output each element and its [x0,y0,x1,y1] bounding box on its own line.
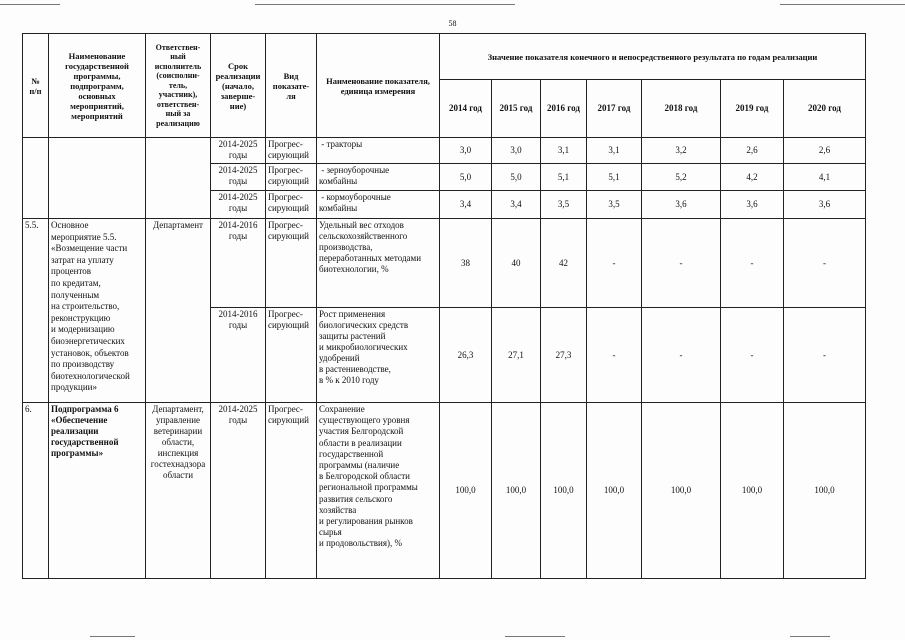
row-indicator: Сохранение существующего уровня участия Белгородской области в реализации государственной программы (наличие в Белгородской области региональной программы развития сельского хозяйства и регулирования рынков сырья и продовольствия), % [317,403,440,579]
value-cell: 100,0 [492,403,541,579]
value-cell: - [642,308,721,403]
row-term: 2014-2025 годы [211,138,266,164]
page-number: 58 [448,19,457,28]
value-cell: - [784,308,866,403]
scan-edge-line [790,636,830,637]
value-cell: 3,2 [642,138,721,164]
value-cell: 100,0 [721,403,784,579]
row-term: 2014-2025 годы [211,164,266,191]
header-year: 2018 год [642,80,721,138]
header-year: 2014 год [440,80,492,138]
value-cell: - [587,308,642,403]
row-type: Прогрес- сирующий [266,308,317,403]
value-cell: 100,0 [440,403,492,579]
row-type: Прогрес- сирующий [266,191,317,219]
value-cell: 100,0 [642,403,721,579]
value-cell: 3,6 [642,191,721,219]
value-cell: 4,2 [721,164,784,191]
header-num: № п/п [23,34,49,138]
header-type: Вид показате- ля [266,34,317,138]
row-num: 5.5. [23,219,49,403]
value-cell: 5,1 [541,164,587,191]
value-cell: 2,6 [721,138,784,164]
value-cell: 3,4 [440,191,492,219]
row-indicator: - тракторы [317,138,440,164]
row-type: Прогрес- сирующий [266,403,317,579]
value-cell: 3,6 [784,191,866,219]
row-indicator: - зерноуборочные комбайны [317,164,440,191]
scan-edge-line [255,4,515,5]
header-year: 2020 год [784,80,866,138]
value-cell: 3,5 [541,191,587,219]
row-type: Прогрес- сирующий [266,138,317,164]
value-cell: 40 [492,219,541,308]
header-executor: Ответствен- ный исполнитель (соисполни- тель, участник), ответствен- ный за реализацию [146,34,211,138]
value-cell: 5,1 [587,164,642,191]
row-term: 2014-2025 годы [211,403,266,579]
value-cell: 100,0 [784,403,866,579]
value-cell: 3,0 [440,138,492,164]
value-cell: 2,6 [784,138,866,164]
row-indicator: Рост применения биологических средств защиты растений и микробиологических удобрений в растениеводстве, в % к 2010 году [317,308,440,403]
value-cell: 26,3 [440,308,492,403]
row-type: Прогрес- сирующий [266,219,317,308]
table-row [23,219,866,308]
value-cell: 100,0 [541,403,587,579]
value-cell: - [721,219,784,308]
value-cell: 3,4 [492,191,541,219]
header-year: 2015 год [492,80,541,138]
value-cell: 5,0 [440,164,492,191]
header-indicator: Наименование показателя, единица измерения [317,34,440,138]
row-indicator: Удельный вес отходов сельскохозяйственного производства, переработанных методами биотехнологии, % [317,219,440,308]
value-cell: 100,0 [587,403,642,579]
value-cell: 3,1 [587,138,642,164]
row-executor: Департамент [146,219,211,403]
header-year: 2017 год [587,80,642,138]
value-cell: 3,1 [541,138,587,164]
row-name-cell [49,138,146,219]
row-term: 2014-2025 годы [211,191,266,219]
row-num: 6. [23,403,49,579]
value-cell: 3,5 [587,191,642,219]
header-year: 2016 год [541,80,587,138]
row-term: 2014-2016 годы [211,308,266,403]
row-name: Основное мероприятие 5.5. «Возмещение части затрат на уплату процентов по кредитам, полученным на строительство, реконструкцию и модернизацию биоэнергетических установок, объектов по производству биотехнологической продукции» [49,219,146,403]
row-executor: Департамент, управление ветеринарии области, инспекция гостехнадзора области [146,403,211,579]
header-name: Наименование государственной программы, подпрограмм, основных мероприятий, мероприятий [49,34,146,138]
value-cell: - [784,219,866,308]
header-year: 2019 год [721,80,784,138]
value-cell: - [642,219,721,308]
value-cell: - [587,219,642,308]
row-indicator: - кормоуборочные комбайны [317,191,440,219]
value-cell: 42 [541,219,587,308]
indicator-table [22,33,866,579]
header-values-group: Значение показателя конечного и непосредственного результата по годам реализации [440,34,866,80]
value-cell: 5,2 [642,164,721,191]
table-row [23,403,866,579]
row-term: 2014-2016 годы [211,219,266,308]
row-num-cell [23,138,49,219]
row-type: Прогрес- сирующий [266,164,317,191]
row-name: Подпрограмма 6 «Обеспечение реализации государственной программы» [49,403,146,579]
scan-edge-line [505,636,565,637]
value-cell: 38 [440,219,492,308]
value-cell: 5,0 [492,164,541,191]
scan-edge-line [0,4,60,5]
row-executor-cell [146,138,211,219]
value-cell: 27,1 [492,308,541,403]
table-row [23,138,866,164]
value-cell: 27,3 [541,308,587,403]
value-cell: 3,6 [721,191,784,219]
value-cell: 4,1 [784,164,866,191]
header-term: Срок реализации (начало, заверше-ние) [211,34,266,138]
value-cell: 3,0 [492,138,541,164]
value-cell: - [721,308,784,403]
scan-edge-line [780,4,905,5]
scan-edge-line [90,636,135,637]
